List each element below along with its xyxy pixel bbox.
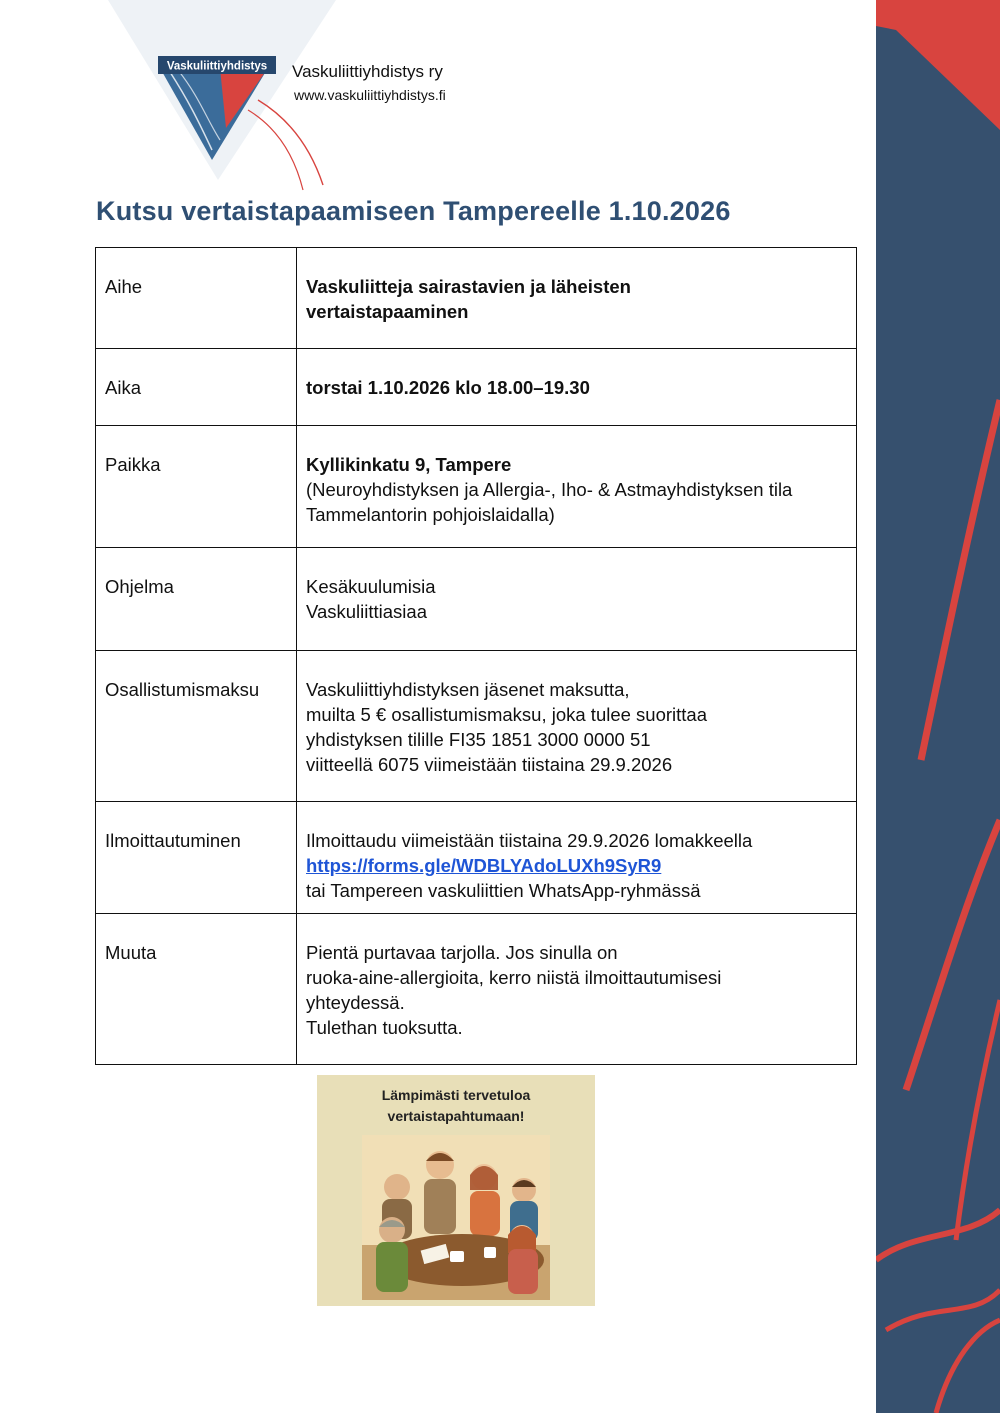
other-line: Tulethan tuoksutta. [306, 1017, 463, 1038]
program-item: Kesäkuulumisia [306, 576, 436, 597]
welcome-caption [317, 1085, 595, 1127]
event-info-table [95, 247, 857, 1065]
decorative-side-band [876, 0, 1000, 1413]
time-line: torstai 1.10.2026 klo 18.00–19.30 [306, 377, 590, 398]
registration-form-link[interactable]: https://forms.gle/WDBLYAdoLUXh9SyR9 [306, 855, 662, 876]
row-label: Paikka [96, 426, 297, 548]
place-detail: Tammelantorin pohjoislaidalla) [306, 504, 555, 525]
row-value [297, 248, 857, 349]
row-value [297, 651, 857, 802]
organization-name: Vaskuliittiyhdistys ry [292, 62, 443, 81]
welcome-line: vertaistapahtumaan! [387, 1108, 525, 1124]
row-value [297, 349, 857, 426]
table-row-place [96, 426, 857, 548]
table-row-topic [96, 248, 857, 349]
row-label: Muuta [96, 914, 297, 1065]
row-value [297, 548, 857, 651]
row-label: Aihe [96, 248, 297, 349]
welcome-line: Lämpimästi tervetuloa [381, 1087, 531, 1103]
row-label: Osallistumismaksu [96, 651, 297, 802]
row-label: Ohjelma [96, 548, 297, 651]
fee-line: muilta 5 € osallistumismaksu, joka tulee suorittaa [306, 704, 708, 725]
row-value [297, 802, 857, 914]
table-row-other [96, 914, 857, 1065]
other-line: yhteydessä. [306, 992, 405, 1013]
row-value [297, 426, 857, 548]
program-item: Vaskuliittiasiaa [306, 601, 427, 622]
topic-line: vertaistapaaminen [306, 301, 469, 322]
organization-website: www.vaskuliittiyhdistys.fi [294, 87, 446, 103]
row-label: Aika [96, 349, 297, 426]
table-row-program [96, 548, 857, 651]
page-title: Kutsu vertaistapaamiseen Tampereelle 1.10.2026 [96, 196, 731, 226]
other-line: ruoka-aine-allergioita, kerro niistä ilmoittautumisesi [306, 967, 722, 988]
registration-line: tai Tampereen vaskuliittien WhatsApp-ryhmässä [306, 880, 701, 901]
welcome-illustration [317, 1075, 595, 1306]
registration-line: Ilmoittaudu viimeistään tiistaina 29.9.2026 lomakkeella [306, 830, 753, 851]
place-address: Kyllikinkatu 9, Tampere [306, 454, 512, 475]
topic-line: Vaskuliitteja sairastavien ja läheisten [306, 276, 631, 297]
row-value [297, 914, 857, 1065]
other-line: Pientä purtavaa tarjolla. Jos sinulla on [306, 942, 618, 963]
place-detail: (Neuroyhdistyksen ja Allergia-, Iho- & Astmayhdistyksen tila [306, 479, 793, 500]
fee-line: Vaskuliittiyhdistyksen jäsenet maksutta, [306, 679, 630, 700]
people-at-table-illustration [362, 1135, 550, 1300]
fee-line: viitteellä 6075 viimeistään tiistaina 29.9.2026 [306, 754, 673, 775]
table-row-registration [96, 802, 857, 914]
fee-line: yhdistyksen tilille FI35 1851 3000 0000 51 [306, 729, 651, 750]
table-row-time [96, 349, 857, 426]
row-label: Ilmoittautuminen [96, 802, 297, 914]
table-row-fee [96, 651, 857, 802]
logo-wordmark: Vaskuliittiyhdistys [166, 60, 268, 73]
